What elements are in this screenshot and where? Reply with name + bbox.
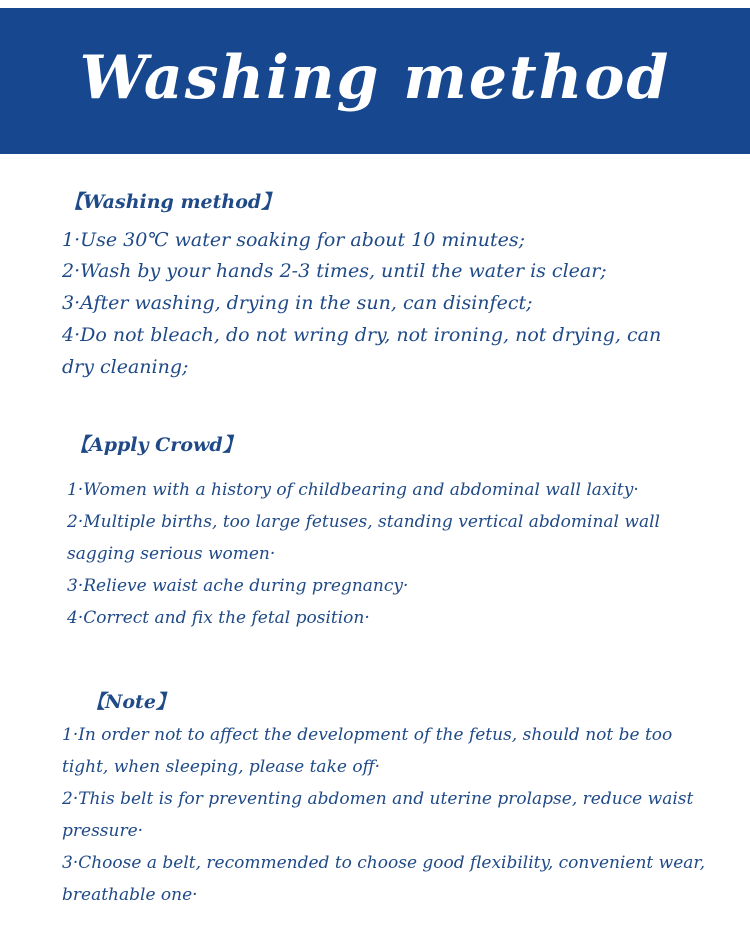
crowd-heading: 【Apply Crowd】 — [70, 434, 242, 456]
crowd-line-5: 4·Correct and fix the fetal position· — [67, 608, 370, 628]
crowd-line-4: 3·Relieve waist ache during pregnancy· — [67, 576, 409, 596]
washing-line-2: 2·Wash by your hands 2-3 times, until the water is clear; — [62, 260, 607, 282]
washing-line-5: dry cleaning; — [62, 356, 189, 378]
washing-line-1: 1·Use 30℃ water soaking for about 10 minutes; — [62, 229, 526, 251]
washing-line-4: 4·Do not bleach, do not wring dry, not ironing, not drying, can — [62, 324, 662, 346]
note-line-4: pressure· — [62, 821, 144, 841]
note-line-5: 3·Choose a belt, recommended to choose good flexibility, convenient wear, — [62, 853, 706, 873]
note-heading: 【Note】 — [86, 691, 175, 713]
note-line-6: breathable one· — [62, 885, 198, 905]
crowd-line-2: 2·Multiple births, too large fetuses, standing vertical abdominal wall — [67, 512, 660, 532]
top-margin — [0, 0, 750, 8]
title-banner — [0, 8, 750, 154]
note-line-1: 1·In order not to affect the development of the fetus, should not be too — [62, 725, 673, 745]
note-line-3: 2·This belt is for preventing abdomen and uterine prolapse, reduce waist — [62, 789, 694, 809]
washing-line-3: 3·After washing, drying in the sun, can disinfect; — [62, 292, 533, 314]
crowd-line-3: sagging serious women· — [67, 544, 276, 564]
banner-title: Washing method — [79, 43, 671, 113]
note-line-2: tight, when sleeping, please take off· — [62, 757, 381, 777]
crowd-line-1: 1·Women with a history of childbearing and abdominal wall laxity· — [67, 480, 639, 500]
washing-heading: 【Washing method】 — [64, 191, 281, 213]
